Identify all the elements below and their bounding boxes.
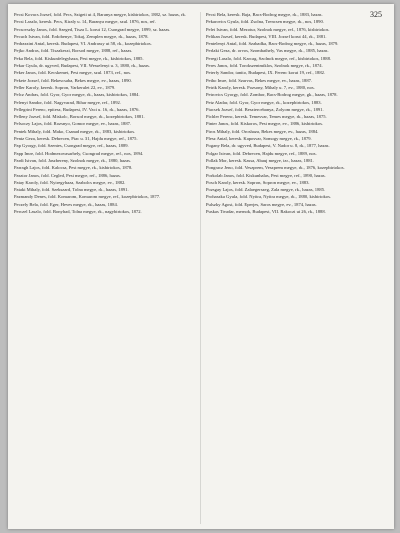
directory-entry: Pap Gyorgy, fold. Szentes, Csongrad megye, ref., hazas, 1889. (14, 143, 129, 149)
directory-entry: Pentek Mihaly, fold. Mako, Csanad megye, rk., 1883, kisbirtokos. (14, 128, 136, 134)
directory-entry: Pejko Andras, fold. Tiszakeszi, Borsod megye, 1888, ref., hazas. (14, 48, 133, 54)
directory-entry: Petho Imre, fold. Szarvas, Bekes megye, ev., hazas, 1887. (206, 77, 313, 83)
directory-entry: Pollak Mor, keresk. Kassa, Abauj megye, izr., hazas, 1881. (206, 157, 314, 163)
text-columns (14, 12, 386, 524)
directory-entry: Peka Bela, fold. Kiskunfelegyhaza, Pest megye, rk., kisbirtokos, 1885. (14, 55, 144, 61)
directory-entry: Perlaki Geza, dr. orvos, Szombathely, Vas megye, rk., 1885, hazas. (206, 48, 329, 54)
directory-entry: Peczely Bela, fold. Eger, Heves megye, rk., hazas, 1884. (14, 201, 118, 207)
directory-entry: Pelenyi Sandor, fold. Nagyvarad, Bihar megye, ref., 1892. (14, 99, 121, 105)
directory-entry: Pogany Bela, dr. ugyved, Budapest, V. Nador u. 8, rk., 1877, hazas. (206, 143, 330, 149)
directory-entry: Patay Karoly, fold. Nyiregyhaza, Szabolcs megye, ev., 1882. (14, 179, 126, 185)
left-column (14, 12, 194, 524)
directory-entry: Pentelenyi Antal, fold. Szabadka, Bacs-Bodrog megye, rk., hazas, 1879. (206, 41, 339, 47)
directory-entry: Pecsi Laszlo, keresk. Pecs, Kiraly u. 14, Baranya megye, szul. 1876, nos, ref. (14, 19, 156, 25)
directory-entry: Piacsek Jozsef, fold. Besztercebanya, Zolyom megye, rk., 1891. (206, 106, 324, 112)
directory-entry: Pecuch Istvan, fold. Erdobenye, Tokaj, Zemplen megye, rk., hazas, 1878. (14, 33, 149, 39)
directory-entry: Prohaszka Gyula, fold. Nyitra, Nyitra megye, rk., 1880, kisbirtokos. (206, 194, 332, 200)
directory-entry: Pelikan Jozsef, keresk. Budapest, VIII. Jozsef korut 44, rk., 1881. (206, 33, 327, 39)
directory-entry: Peregi Laszlo, fold. Karcag, Szolnok megye, ref., kisbirtokos, 1888. (206, 55, 332, 61)
directory-entry: Pinter Janos, fold. Kiskoros, Pest megye, ev., 1886, kisbirtokos. (206, 121, 324, 127)
directory-entry: Pelleny Jozsef, fold. Miskolc, Borsod megye, rk., kozepbirtokos, 1881. (14, 114, 145, 120)
directory-entry: Peker Janos, fold. Kecskemet, Pest megye, szul. 1873, ref., nos. (14, 70, 132, 76)
directory-entry: Pecsovszky Janos, fold. Szeged, Tisza L. korut 12, Csongrad megye, 1899, sz. hazas. (14, 26, 171, 32)
directory-entry: Pardi Istvan, fold. Jaszbereny, Szolnok megye, rk., 1880, hazas. (14, 157, 132, 163)
directory-entry: Perczel Laszlo, fold. Bonyhad, Tolna megye, rk., nagybirtokos, 1872. (14, 209, 142, 215)
directory-entry: Pecsi Kovacs Jozsef, fold. Pecs, Szigeti ut 4, Baranya megye, kisbirtokos, 1882, sz. hazas, rk. (14, 12, 186, 17)
directory-entry: Pelei Istvan, fold. Mezotur, Szolnok megye, ref., 1876, kisbirtokos. (206, 26, 330, 32)
directory-entry: Papp Imre, fold. Hodmezovasarhely, Csongrad megye, ref., nos, 1894. (14, 150, 144, 156)
directory-entry: Posch Karoly, keresk. Sopron, Sopron megye, ev., 1883. (206, 179, 310, 185)
document-page (8, 4, 394, 529)
directory-entry: Pekar Gyula, dr. ugyved, Budapest, VII. Wesselenyi u. 3, 1880, rk., hazas. (14, 63, 150, 69)
page-number: 325 (370, 10, 382, 19)
directory-entry: Pekete Jozsef, fold. Bekescsaba, Bekes megye, ev., hazas, 1890. (14, 77, 132, 83)
directory-entry: Plesz Antal, keresk. Kaposvar, Somogy megye, rk., 1879. (206, 136, 312, 142)
directory-entry: Porkolab Janos, fold. Kiskunhalas, Pest megye, ref., 1890, hazas. (206, 172, 326, 178)
directory-entry: Pedrazzini Antal, keresk. Budapest, VI. Andrassy ut 58, rk., kozepbirtokos. (14, 41, 152, 47)
directory-entry: Pentz Geza, keresk. Debrecen, Piac u. 31, Hajdu megye, ref., 1875. (14, 136, 138, 142)
directory-entry: Pichler Ferenc, keresk. Temesvar, Temes megye, rk., hazas, 1875. (206, 114, 327, 120)
directory-entry: Pekarovics Gyula, fold. Zsolna, Trencsen megye, rk., nos, 1890. (206, 19, 324, 25)
directory-entry: Petz Aladar, fold. Gyor, Gyor megye, rk., kozepbirtokos, 1883. (206, 99, 322, 105)
directory-entry: Pecsi Bela, keresk. Baja, Bacs-Bodrog megye, rk., 1883, hazas. (206, 12, 323, 17)
directory-entry: Pozsgay Lajos, fold. Zalaegerszeg, Zala megye, rk., hazas, 1885. (206, 187, 326, 193)
directory-entry: Puskas Tivadar, mernok, Budapest, VII. Rakoczi ut 26, rk., 1888. (206, 209, 326, 215)
right-column (200, 12, 386, 524)
directory-entry: Petrovics Gyorgy, fold. Zombor, Bacs-Bodrog megye, gk., hazas, 1878. (206, 92, 338, 98)
directory-entry: Pazmandy Denes, fold. Komarom, Komarom megye, ref., kozepbirtokos, 1877. (14, 194, 161, 200)
directory-entry: Pelsoczy Lajos, fold. Rozsnyo, Gomor megye, ev., hazas, 1887. (14, 121, 132, 127)
directory-entry: Pasztor Janos, fold. Cegled, Pest megye, ref., 1886, hazas. (14, 172, 121, 178)
directory-entry: Piros Mihaly, fold. Oroshaza, Bekes megye, ev., hazas, 1884. (206, 128, 319, 134)
directory-entry: Pulszky Agost, fold. Eperjes, Saros megye, ev., 1874, hazas. (206, 201, 317, 207)
directory-entry: Pellegrini Ferenc, epitesz, Budapest, IV. Vaci u. 16, rk., hazas, 1876. (14, 106, 140, 112)
directory-entry: Pataki Mihaly, fold. Szekszard, Tolna megye, rk., hazas, 1891. (14, 187, 129, 193)
directory-entry: Parragh Lajos, fold. Kalocsa, Pest megye, rk., kisbirtokos, 1878. (14, 165, 133, 171)
directory-entry: Petrik Karoly, keresk. Pozsony, Mihaly u. 7, ev., 1880, nos. (206, 84, 315, 90)
directory-entry: Peterfy Sandor, tanito, Budapest, IX. Ferenc korut 19, ref., 1882. (206, 70, 326, 76)
directory-entry: Pelcz Andras, fold. Gyor, Gyor megye, rk., hazas, kisbirtokos, 1884. (14, 92, 140, 98)
directory-entry: Peller Karoly, keresk. Sopron, Varkerulet 22, ev., 1879. (14, 84, 116, 90)
directory-entry: Pongracz Jeno, fold. Veszprem, Veszprem megye, rk., 1876, kozepbirtokos. (206, 165, 345, 171)
directory-entry: Peres Janos, fold. Torokszentmiklos, Szolnok megye, rk., 1874. (206, 63, 323, 69)
directory-entry: Polgar Istvan, fold. Debrecen, Hajdu megye, ref., 1889, nos. (206, 150, 317, 156)
